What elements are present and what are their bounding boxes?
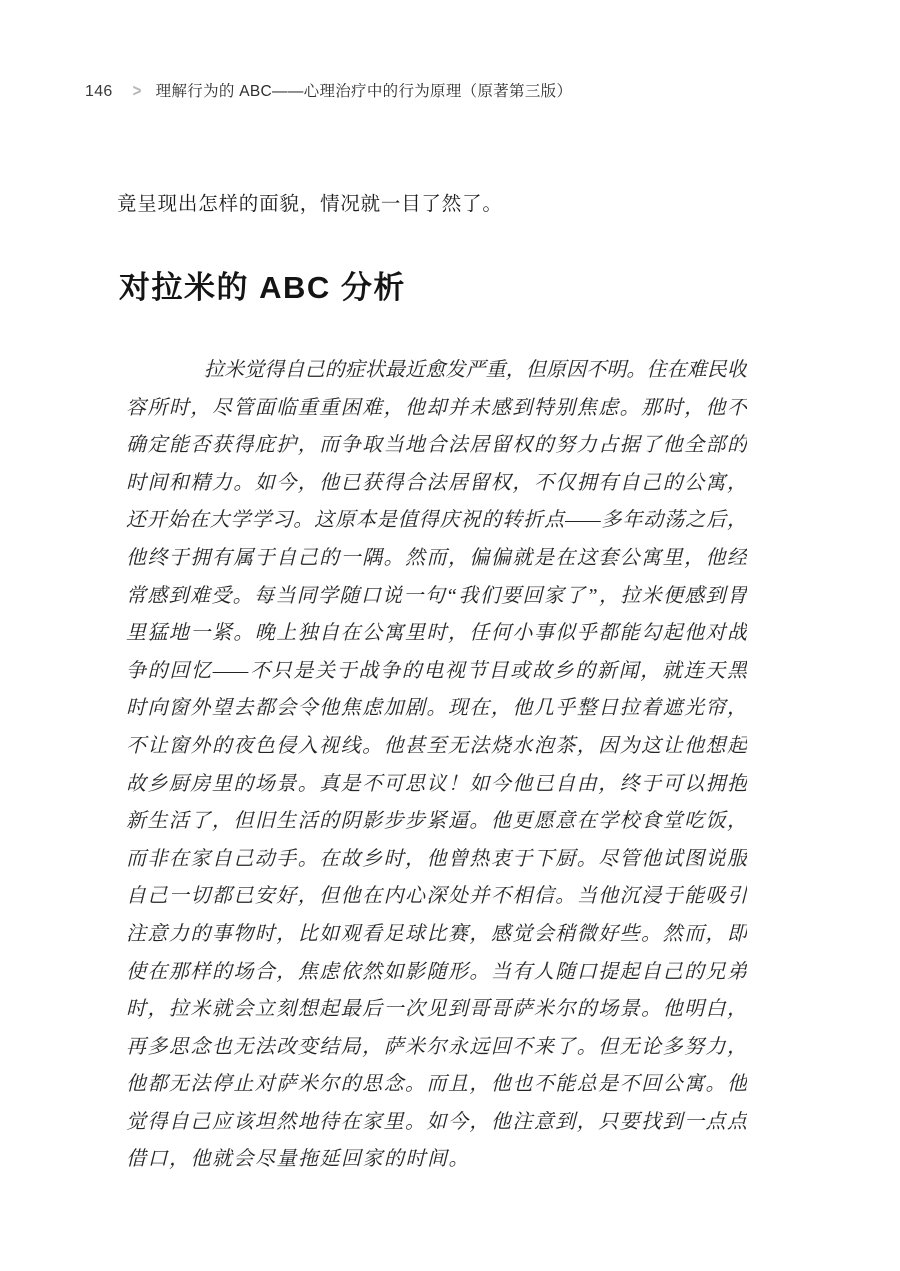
vignette-line: 争的回忆——不只是关于战争的电视节目或故乡的新闻，就连天黑 [126, 659, 747, 682]
vignette-line: 他都无法停止对萨米尔的思念。而且，他也不能总是不回公寓。他 [126, 1073, 747, 1096]
vignette-line: 使在那样的场合，焦虑依然如影随形。当有人随口提起自己的兄弟 [126, 960, 747, 983]
chevron-right-icon: > [132, 81, 142, 102]
vignette-line: 借口，他就会尽量拖延回家的时间。 [126, 1148, 470, 1171]
intro-paragraph: 竟呈现出怎样的面貌，情况就一目了然了。 [117, 193, 503, 215]
vignette-line: 时间和精力。如今，他已获得合法居留权，不仅拥有自己的公寓， [126, 471, 747, 494]
vignette-line: 还开始在大学学习。这原本是值得庆祝的转折点——多年动荡之后， [126, 509, 747, 532]
running-title: 理解行为的 ABC——心理治疗中的行为原理（原著第三版） [155, 83, 573, 100]
vignette-line: 里猛地一紧。晚上独自在公寓里时，任何小事似乎都能勾起他对战 [126, 622, 747, 645]
vignette-paragraph [126, 352, 747, 1179]
vignette-line: 他终于拥有属于自己的一隅。然而，偏偏就是在这套公寓里，他经 [126, 546, 747, 569]
vignette-line: 常感到难受。每当同学随口说一句“我们要回家了”，拉米便感到胃 [126, 584, 747, 607]
vignette-line: 新生活了，但旧生活的阴影步步紧逼。他更愿意在学校食堂吃饭， [126, 810, 747, 833]
page-number: 146 [85, 83, 113, 100]
vignette-line: 再多思念也无法改变结局，萨米尔永远回不来了。但无论多努力， [126, 1035, 747, 1058]
vignette-line: 自己一切都已安好，但他在内心深处并不相信。当他沉浸于能吸引 [126, 885, 747, 908]
vignette-line: 拉米觉得自己的症状最近愈发严重，但原因不明。住在难民收 [204, 359, 747, 381]
vignette-line: 时，拉米就会立刻想起最后一次见到哥哥萨米尔的场景。他明白， [126, 998, 747, 1021]
vignette-line: 不让窗外的夜色侵入视线。他甚至无法烧水泡茶，因为这让他想起 [126, 734, 747, 757]
vignette-line: 觉得自己应该坦然地待在家里。如今，他注意到，只要找到一点点 [126, 1110, 747, 1133]
vignette-line: 而非在家自己动手。在故乡时，他曾热衷于下厨。尽管他试图说服 [126, 847, 747, 870]
vignette-line: 确定能否获得庇护，而争取当地合法居留权的努力占据了他全部的 [126, 434, 747, 457]
vignette-line: 时向窗外望去都会令他焦虑加剧。现在，他几乎整日拉着遮光帘， [126, 697, 747, 720]
vignette-line: 容所时，尽管面临重重困难，他却并未感到特别焦虑。那时，他不 [126, 396, 747, 419]
vignette-line: 注意力的事物时，比如观看足球比赛，感觉会稍微好些。然而，即 [126, 922, 747, 945]
vignette-line: 故乡厨房里的场景。真是不可思议！如今他已自由，终于可以拥抱 [126, 772, 747, 795]
running-header [85, 79, 572, 101]
section-heading: 对拉米的 ABC 分析 [119, 270, 406, 305]
